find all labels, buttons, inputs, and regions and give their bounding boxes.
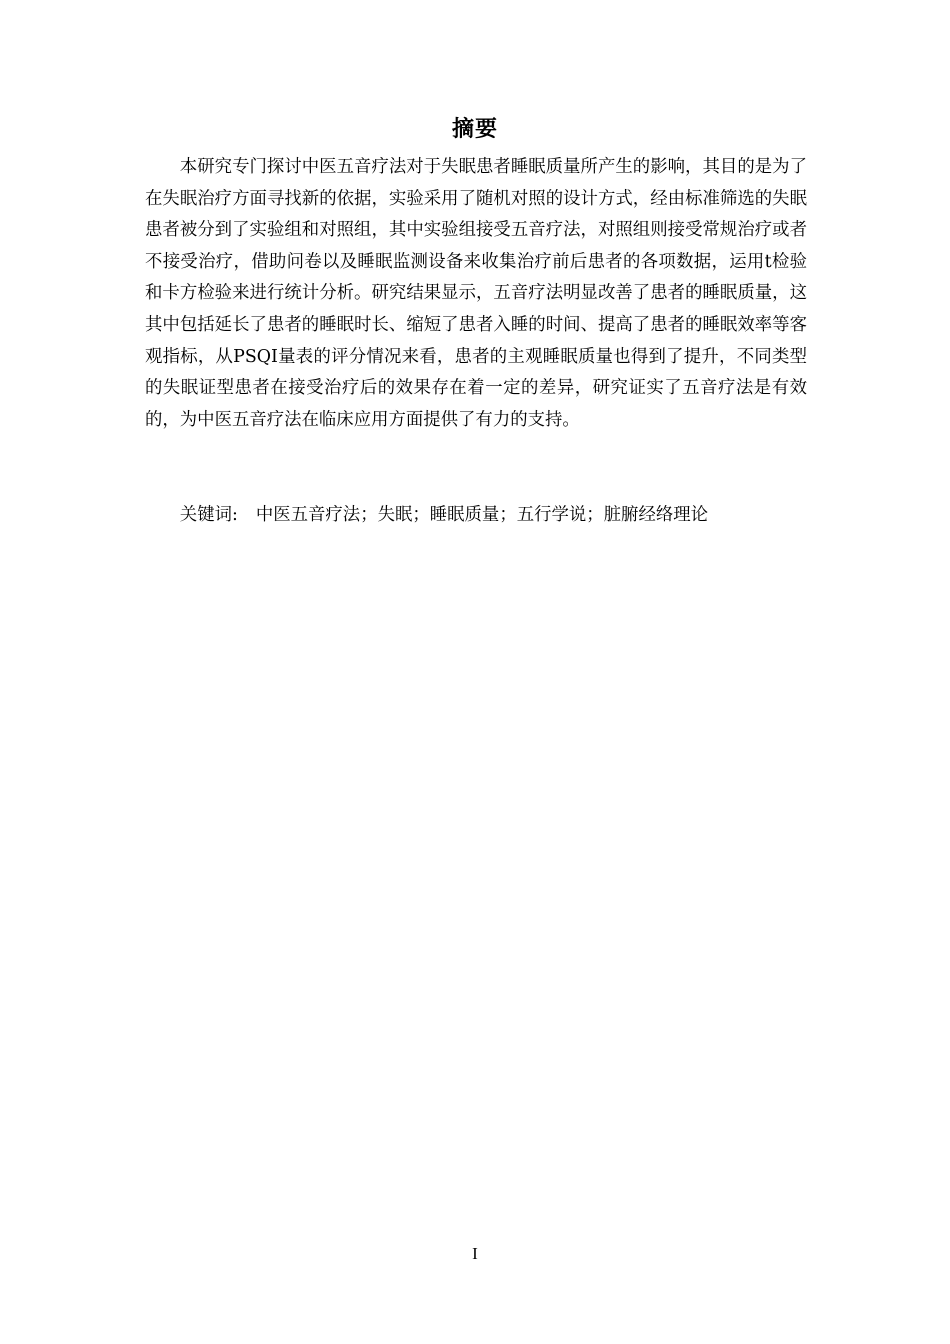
- abstract-paragraph: 本研究专门探讨中医五音疗法对于失眠患者睡眠质量所产生的影响，其目的是为了在失眠治疗方面寻找新的依据，实验采用了随机对照的设计方式，经由标准筛选的失眠患者被分到了实验组和对照组，其中实验组接受五音疗法，对照组则接受常规治疗或者不接受治疗，借助问卷以及睡眠监测设备来收集治疗前后患者的各项数据，运用t检验和卡方检验来进行统计分析。研究结果显示，五音疗法明显改善了患者的睡眠质量，这其中包括延长了患者的睡眠时长、缩短了患者入睡的时间、提高了患者的睡眠效率等客观指标，从PSQI量表的评分情况来看，患者的主观睡眠质量也得到了提升，不同类型的失眠证型患者在接受治疗后的效果存在着一定的差异，研究证实了五音疗法是有效的，为中医五音疗法在临床应用方面提供了有力的支持。: [145, 157, 807, 430]
- page-number: I: [472, 1244, 478, 1263]
- keywords-list: 中医五音疗法；失眠；睡眠质量；五行学说；脏腑经络理论: [255, 505, 709, 525]
- keywords-label: 关键词:: [179, 505, 238, 525]
- keywords-line: [145, 500, 807, 532]
- abstract-title: 摘要: [451, 117, 498, 142]
